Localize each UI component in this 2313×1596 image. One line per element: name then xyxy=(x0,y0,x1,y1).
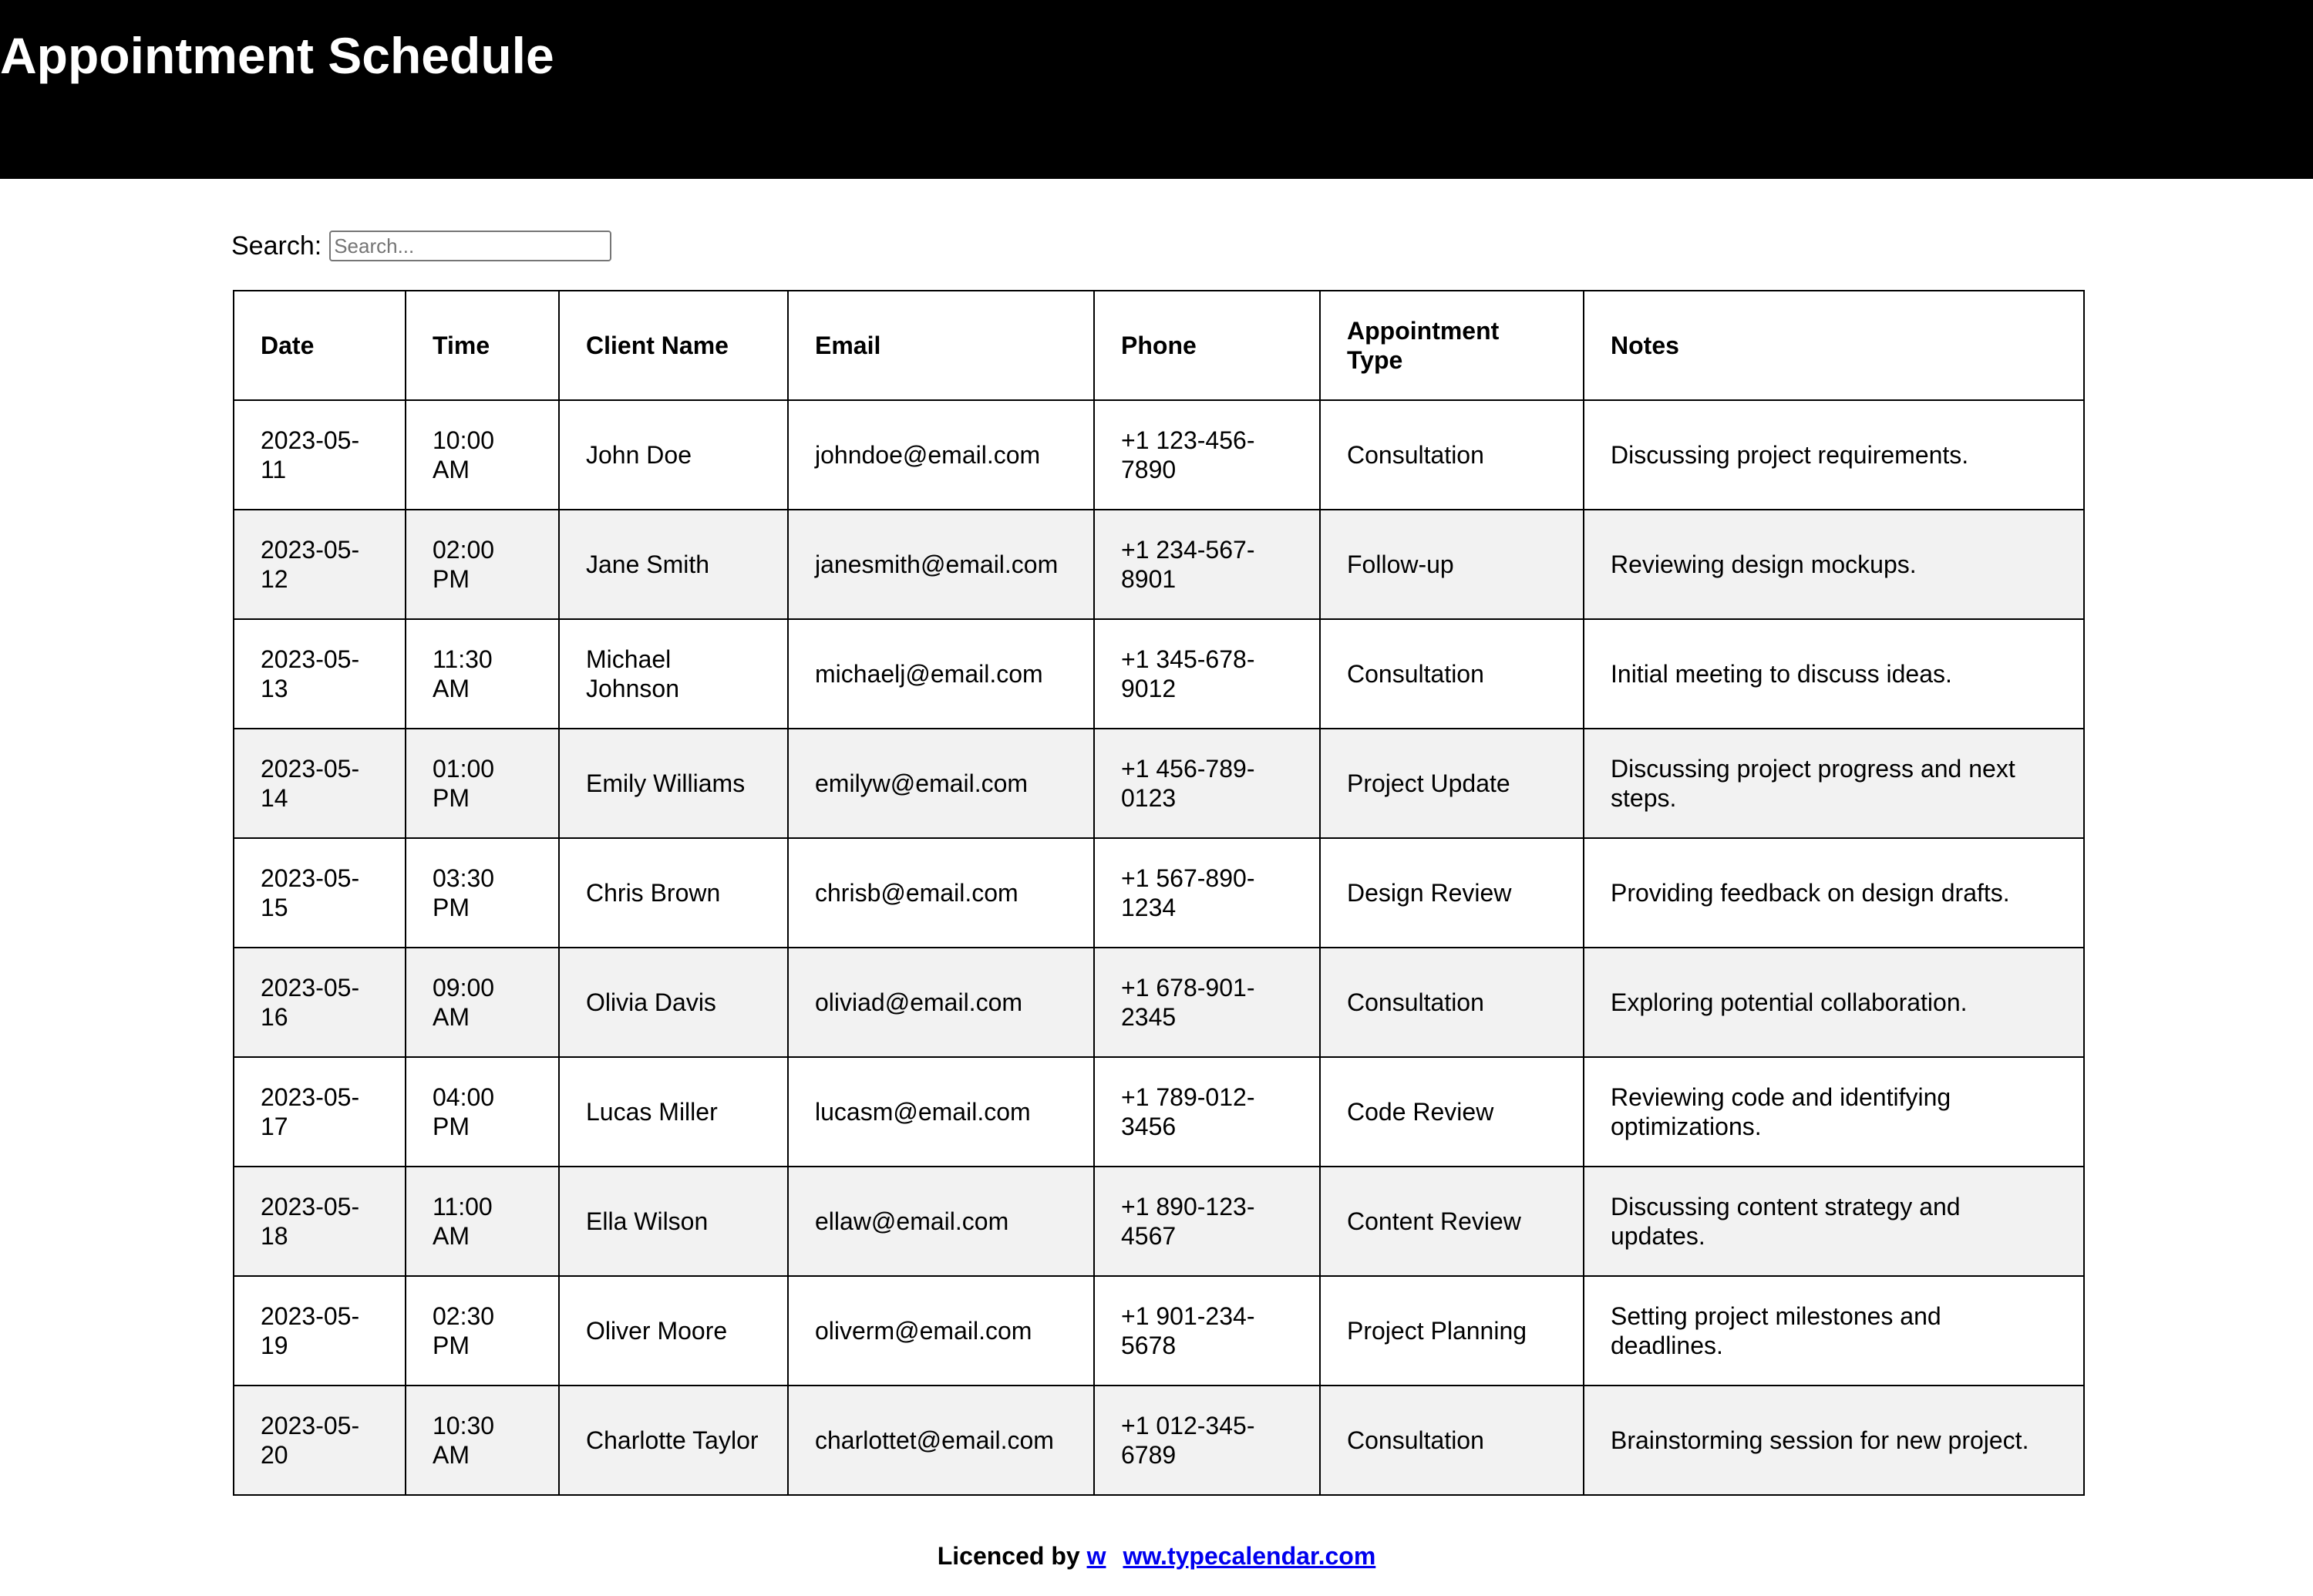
cell-phone: +1 890-123-4567 xyxy=(1094,1167,1320,1276)
cell-client-name: Lucas Miller xyxy=(559,1057,788,1167)
cell-appointment-type: Consultation xyxy=(1320,619,1584,729)
cell-client-name: John Doe xyxy=(559,400,788,510)
page-title: Appointment Schedule xyxy=(0,27,554,84)
cell-email: oliviad@email.com xyxy=(788,948,1094,1057)
cell-date: 2023-05-20 xyxy=(234,1386,406,1495)
table-row xyxy=(234,400,2084,510)
cell-client-name: Chris Brown xyxy=(559,838,788,948)
cell-time: 11:00 AM xyxy=(406,1167,559,1276)
cell-phone: +1 901-234-5678 xyxy=(1094,1276,1320,1386)
column-header-client-name: Client Name xyxy=(559,291,788,400)
cell-time: 11:30 AM xyxy=(406,619,559,729)
cell-date: 2023-05-13 xyxy=(234,619,406,729)
column-header-notes: Notes xyxy=(1584,291,2084,400)
licence-text: Licenced by xyxy=(937,1542,1080,1570)
cell-notes: Initial meeting to discuss ideas. xyxy=(1584,619,2084,729)
cell-date: 2023-05-16 xyxy=(234,948,406,1057)
table-body xyxy=(234,400,2084,1495)
cell-date: 2023-05-12 xyxy=(234,510,406,619)
cell-client-name: Olivia Davis xyxy=(559,948,788,1057)
search-input[interactable] xyxy=(329,231,611,261)
cell-client-name: Emily Williams xyxy=(559,729,788,838)
appointment-table xyxy=(233,290,2085,1496)
cell-client-name: Charlotte Taylor xyxy=(559,1386,788,1495)
cell-time: 02:00 PM xyxy=(406,510,559,619)
column-header-email: Email xyxy=(788,291,1094,400)
cell-client-name: Jane Smith xyxy=(559,510,788,619)
cell-time: 03:30 PM xyxy=(406,838,559,948)
cell-appointment-type: Project Update xyxy=(1320,729,1584,838)
cell-time: 10:30 AM xyxy=(406,1386,559,1495)
cell-notes: Reviewing design mockups. xyxy=(1584,510,2084,619)
cell-appointment-type: Consultation xyxy=(1320,1386,1584,1495)
cell-phone: +1 012-345-6789 xyxy=(1094,1386,1320,1495)
cell-email: emilyw@email.com xyxy=(788,729,1094,838)
cell-client-name: Michael Johnson xyxy=(559,619,788,729)
cell-email: ellaw@email.com xyxy=(788,1167,1094,1276)
cell-notes: Discussing content strategy and updates. xyxy=(1584,1167,2084,1276)
cell-appointment-type: Design Review xyxy=(1320,838,1584,948)
cell-date: 2023-05-15 xyxy=(234,838,406,948)
column-header-date: Date xyxy=(234,291,406,400)
cell-notes: Discussing project progress and next steps. xyxy=(1584,729,2084,838)
licence-link-short[interactable]: w xyxy=(1086,1542,1106,1570)
cell-appointment-type: Code Review xyxy=(1320,1057,1584,1167)
search-bar xyxy=(231,228,611,264)
cell-email: oliverm@email.com xyxy=(788,1276,1094,1386)
cell-appointment-type: Content Review xyxy=(1320,1167,1584,1276)
cell-email: janesmith@email.com xyxy=(788,510,1094,619)
cell-notes: Providing feedback on design drafts. xyxy=(1584,838,2084,948)
table-row xyxy=(234,619,2084,729)
cell-appointment-type: Consultation xyxy=(1320,948,1584,1057)
cell-phone: +1 123-456-7890 xyxy=(1094,400,1320,510)
cell-notes: Discussing project requirements. xyxy=(1584,400,2084,510)
table-row xyxy=(234,729,2084,838)
table-row xyxy=(234,1386,2084,1495)
cell-time: 09:00 AM xyxy=(406,948,559,1057)
cell-appointment-type: Follow-up xyxy=(1320,510,1584,619)
search-label: Search: xyxy=(231,231,322,261)
table-row xyxy=(234,510,2084,619)
footer xyxy=(0,1540,2313,1571)
cell-email: charlottet@email.com xyxy=(788,1386,1094,1495)
cell-date: 2023-05-11 xyxy=(234,400,406,510)
cell-time: 01:00 PM xyxy=(406,729,559,838)
cell-notes: Reviewing code and identifying optimizations. xyxy=(1584,1057,2084,1167)
cell-notes: Brainstorming session for new project. xyxy=(1584,1386,2084,1495)
cell-appointment-type: Project Planning xyxy=(1320,1276,1584,1386)
cell-phone: +1 345-678-9012 xyxy=(1094,619,1320,729)
licence-link[interactable]: ww.typecalendar.com xyxy=(1123,1542,1376,1570)
cell-client-name: Oliver Moore xyxy=(559,1276,788,1386)
table-header-row xyxy=(234,291,2084,400)
page-header xyxy=(0,0,2313,179)
column-header-time: Time xyxy=(406,291,559,400)
table-row xyxy=(234,838,2084,948)
cell-notes: Setting project milestones and deadlines. xyxy=(1584,1276,2084,1386)
cell-email: lucasm@email.com xyxy=(788,1057,1094,1167)
cell-notes: Exploring potential collaboration. xyxy=(1584,948,2084,1057)
cell-time: 02:30 PM xyxy=(406,1276,559,1386)
cell-phone: +1 456-789-0123 xyxy=(1094,729,1320,838)
table-row xyxy=(234,1167,2084,1276)
cell-date: 2023-05-19 xyxy=(234,1276,406,1386)
cell-phone: +1 678-901-2345 xyxy=(1094,948,1320,1057)
cell-client-name: Ella Wilson xyxy=(559,1167,788,1276)
cell-email: johndoe@email.com xyxy=(788,400,1094,510)
cell-phone: +1 234-567-8901 xyxy=(1094,510,1320,619)
table-row xyxy=(234,1276,2084,1386)
cell-phone: +1 567-890-1234 xyxy=(1094,838,1320,948)
cell-phone: +1 789-012-3456 xyxy=(1094,1057,1320,1167)
cell-email: michaelj@email.com xyxy=(788,619,1094,729)
column-header-phone: Phone xyxy=(1094,291,1320,400)
table-row xyxy=(234,1057,2084,1167)
column-header-appointment-type: Appointment Type xyxy=(1320,291,1584,400)
cell-email: chrisb@email.com xyxy=(788,838,1094,948)
cell-date: 2023-05-18 xyxy=(234,1167,406,1276)
cell-time: 10:00 AM xyxy=(406,400,559,510)
cell-time: 04:00 PM xyxy=(406,1057,559,1167)
cell-date: 2023-05-14 xyxy=(234,729,406,838)
cell-appointment-type: Consultation xyxy=(1320,400,1584,510)
cell-date: 2023-05-17 xyxy=(234,1057,406,1167)
table-row xyxy=(234,948,2084,1057)
